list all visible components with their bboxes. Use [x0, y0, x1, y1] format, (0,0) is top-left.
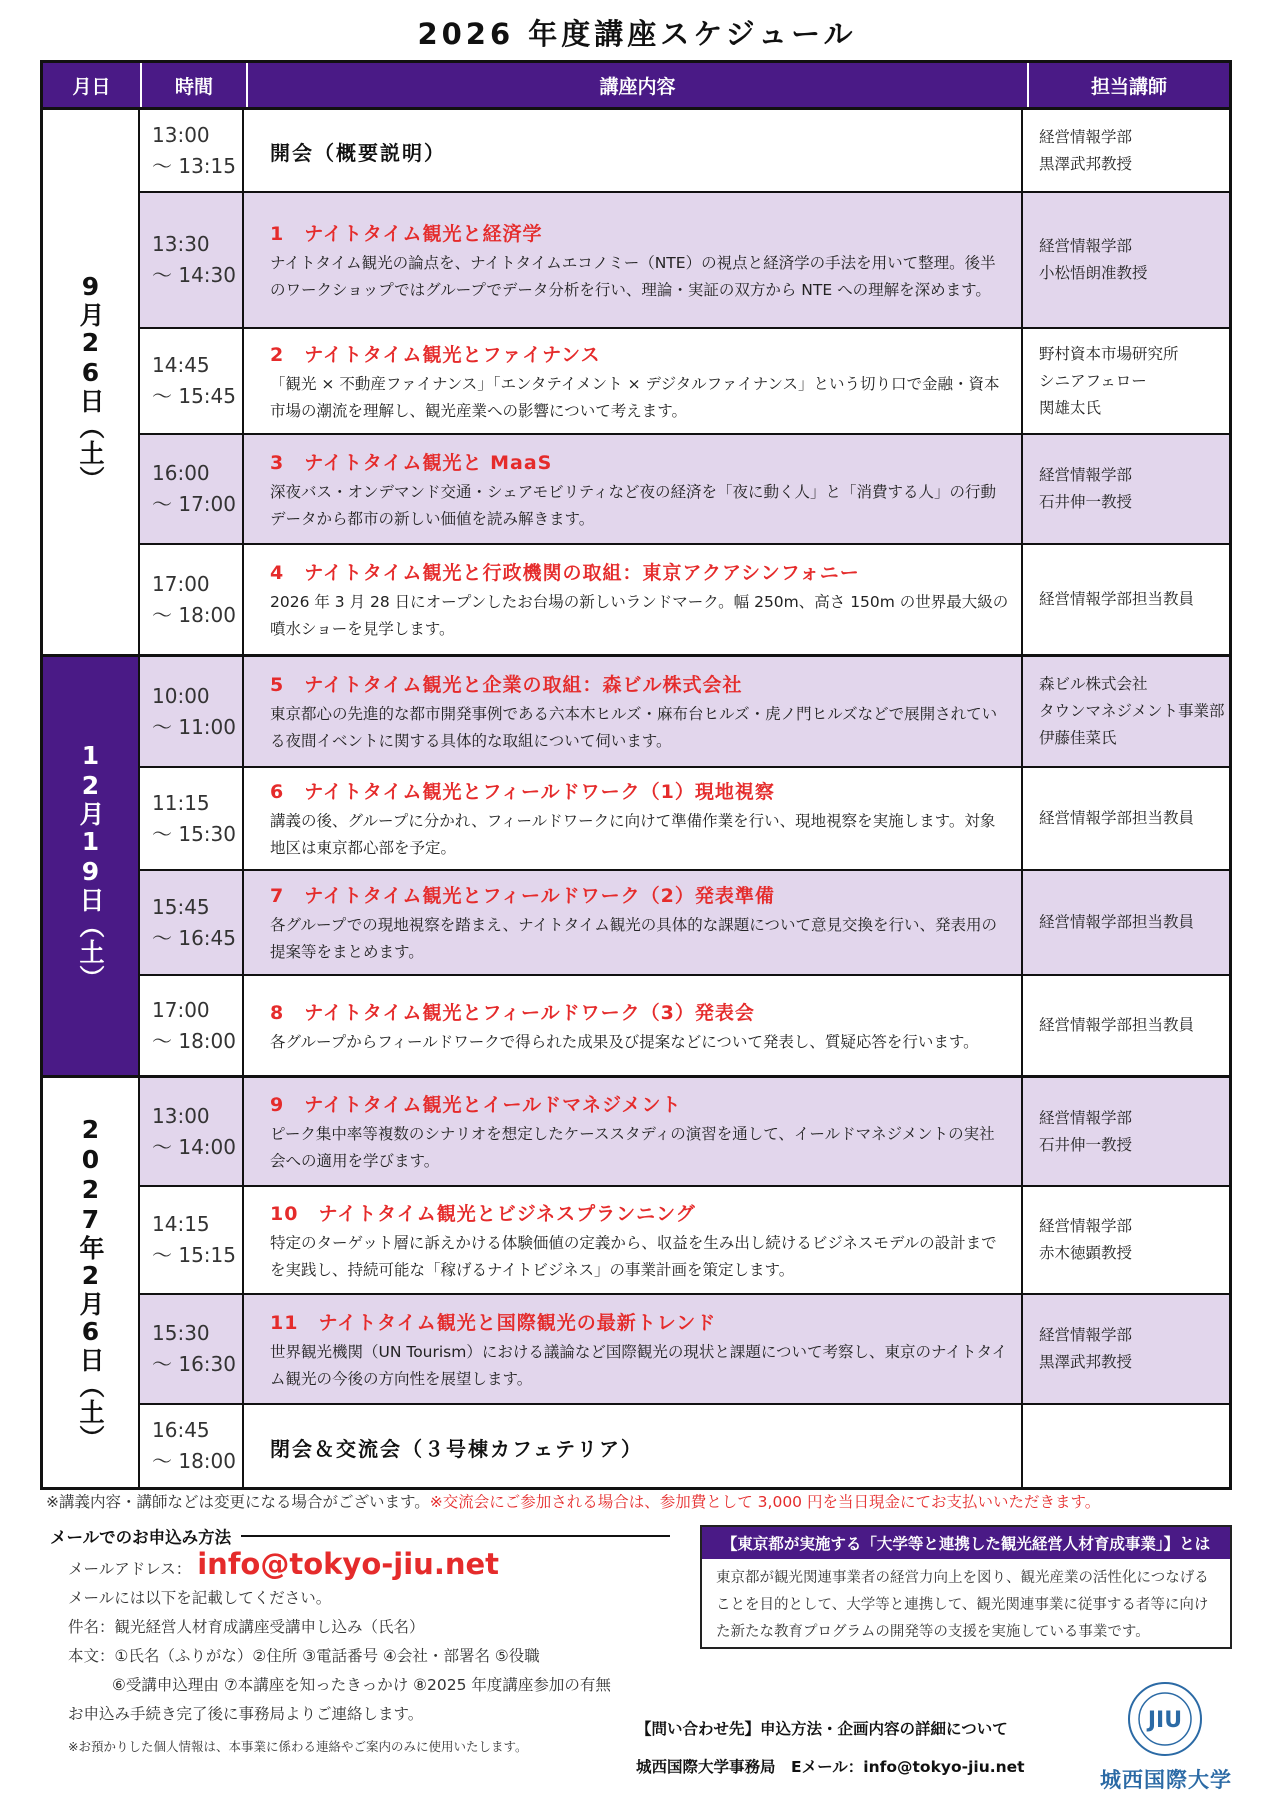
- session-desc: ピーク集中率等複数のシナリオを想定したケーススタディの演習を通して、イールドマネジメントの実社会への適用を学びます。: [270, 1125, 995, 1170]
- session-desc: 深夜バス・オンデマンド交通・シェアモビリティなど夜の経済を「夜に動く人」と「消費する人」の行動データから都市の新しい価値を読み解きます。: [270, 482, 997, 528]
- session-title: 6 ナイトタイム観光とフィールドワーク（1）現地視察: [270, 781, 775, 803]
- table-row: [140, 1295, 1229, 1405]
- session-title: 閉会＆交流会（３号棟カフェテリア）: [270, 1436, 643, 1461]
- university-seal-icon: [1126, 1680, 1204, 1758]
- teacher-cell: 経営情報学部 赤木徳顕教授: [1039, 1217, 1133, 1262]
- program-info-body: 東京都が観光関連事業者の経営力向上を図り、観光産業の活性化につなげることを目的として、大学等と連携して、観光関連事業に従事する者等に向けた新たな教育プログラムの開発等の支援を実施している事業です。: [716, 1570, 1209, 1640]
- date-group-2: [43, 657, 1229, 1078]
- note-fee: ※交流会にご参加される場合は、参加費として 3,000 円を当日現金にてお支払いいただきます。: [429, 1493, 1101, 1511]
- time-cell: 13:30 〜 14:30: [140, 193, 244, 327]
- schedule-table: [40, 60, 1232, 1490]
- table-row: [140, 1405, 1229, 1487]
- header-content: 講座内容: [248, 63, 1029, 107]
- table-row: [140, 657, 1229, 768]
- program-info-box: [700, 1525, 1232, 1649]
- time-cell: 17:00 〜 18:00: [140, 976, 244, 1075]
- header-time: 時間: [142, 63, 248, 107]
- table-row: [140, 193, 1229, 329]
- session-title: 8 ナイトタイム観光とフィールドワーク（3）発表会: [270, 1001, 755, 1024]
- content-cell: [244, 1295, 1023, 1403]
- session-title: 9 ナイトタイム観光とイールドマネジメント: [270, 1094, 682, 1116]
- content-cell: [244, 193, 1023, 327]
- date-label: 2027年2月6日（土）: [76, 1114, 105, 1451]
- teacher-cell: 経営情報学部 石井伸一教授: [1039, 466, 1133, 511]
- apply-line: ⑥受講申込理由 ⑦本講座を知ったきっかけ ⑧2025 年度講座参加の有無: [112, 1676, 611, 1694]
- time-cell: 11:15 〜 15:30: [140, 768, 244, 869]
- contact-line: 城西国際大学事務局 Eメール：info@tokyo-jiu.net: [636, 1758, 1025, 1776]
- contact-line: 【問い合わせ先】申込方法・企画内容の詳細について: [636, 1720, 1008, 1738]
- date-group-1: [43, 110, 1229, 657]
- header-teacher: 担当講師: [1090, 75, 1167, 98]
- session-title: 11 ナイトタイム観光と国際観光の最新トレンド: [270, 1311, 717, 1334]
- session-desc: ナイトタイム観光の論点を、ナイトタイムエコノミー（NTE）の視点と経済学の手法を用いて整理。後半のワークショップではグループでデータ分析を行い、理論・実証の双方から NTE への理解を深めます。: [270, 253, 996, 299]
- logo-mark: JIU: [1147, 1708, 1183, 1733]
- time-cell: 13:00 〜 14:00: [140, 1078, 244, 1185]
- table-row: [140, 1187, 1229, 1295]
- table-row: [140, 329, 1229, 435]
- teacher-cell: 経営情報学部担当教員: [1039, 1016, 1195, 1034]
- apply-line: 件名：観光経営人材育成講座受講申し込み（氏名）: [68, 1618, 425, 1636]
- table-row: [140, 545, 1229, 654]
- table-row: [140, 976, 1229, 1075]
- page-title: 2026 年度講座スケジュール: [417, 17, 857, 51]
- content-cell: [244, 545, 1023, 654]
- time-cell: 15:45 〜 16:45: [140, 871, 244, 974]
- session-title: 3 ナイトタイム観光と MaaS: [270, 451, 553, 474]
- content-cell: [244, 1187, 1023, 1293]
- schedule-note: [46, 1490, 1100, 1512]
- teacher-cell: 経営情報学部 黒澤武邦教授: [1039, 127, 1133, 173]
- university-name: 城西国際大学: [1100, 1768, 1232, 1792]
- session-desc: 各グループでの現地視察を踏まえ、ナイトタイム観光の具体的な課題について意見交換を行い、発表用の提案等をまとめます。: [270, 916, 997, 961]
- session-title: 1 ナイトタイム観光と経済学: [270, 222, 543, 245]
- email-row: [68, 1547, 670, 1584]
- university-logo: [1100, 1680, 1230, 1794]
- time-cell: 10:00 〜 11:00: [140, 657, 244, 766]
- session-title: 10 ナイトタイム観光とビジネスプランニング: [270, 1202, 696, 1225]
- session-title: 5 ナイトタイム観光と企業の取組：森ビル株式会社: [270, 674, 743, 696]
- session-title: 2 ナイトタイム観光とファイナンス: [270, 343, 601, 366]
- date-cell: [43, 657, 140, 1075]
- privacy-note: ※お預かりした個人情報は、本事業に係わる連絡やご案内のみに使用いたします。: [68, 1739, 528, 1754]
- teacher-cell: 経営情報学部担当教員: [1039, 809, 1195, 827]
- time-cell: 15:30 〜 16:30: [140, 1295, 244, 1403]
- header-date: 月日: [43, 63, 142, 107]
- session-desc: 講義の後、グループに分かれ、フィールドワークに向けて準備作業を行い、現地視察を実施します。対象地区は東京都心部を予定。: [270, 812, 996, 857]
- content-cell: [244, 976, 1023, 1075]
- note-text: ※講義内容・講師などは変更になる場合がございます。: [46, 1493, 430, 1511]
- table-row: [140, 871, 1229, 976]
- table-row: [140, 768, 1229, 871]
- content-cell: [244, 435, 1023, 543]
- content-cell: [244, 1405, 1023, 1487]
- apply-line: メールには以下を記載してください。: [68, 1589, 332, 1607]
- time-cell: 16:00 〜 17:00: [140, 435, 244, 543]
- apply-line: 本文：①氏名（ふりがな）②住所 ③電話番号 ④会社・部署名 ⑤役職: [68, 1647, 540, 1665]
- date-cell: [43, 1078, 140, 1487]
- time-cell: 14:45 〜 15:45: [140, 329, 244, 433]
- program-info-title: 【東京都が実施する「大学等と連携した観光経営人材育成事業」】とは: [702, 1527, 1230, 1559]
- contact-section: [636, 1710, 1025, 1786]
- teacher-cell: 経営情報学部担当教員: [1039, 590, 1195, 608]
- table-row: [140, 435, 1229, 545]
- table-header: [43, 63, 1229, 110]
- session-desc: 世界観光機関（UN Tourism）における議論など国際観光の現状と課題について考察し、東京のナイトタイム観光の今後の方向性を展望します。: [270, 1342, 1008, 1388]
- teacher-cell: 野村資本市場研究所 シニアフェロー 関雄太氏: [1039, 344, 1179, 417]
- content-cell: [244, 768, 1023, 869]
- content-cell: [244, 329, 1023, 433]
- session-desc: 「観光 × 不動産ファイナンス」「エンタテイメント × デジタルファイナンス」という切り口で金融・資本市場の潮流を理解し、観光産業への影響について考えます。: [270, 374, 1000, 420]
- table-row: [140, 110, 1229, 193]
- table-row: [140, 1078, 1229, 1187]
- email-label: メールアドレス：: [68, 1560, 192, 1578]
- session-title: 7 ナイトタイム観光とフィールドワーク（2）発表準備: [270, 885, 775, 907]
- teacher-cell: 経営情報学部担当教員: [1039, 913, 1195, 931]
- time-cell: 13:00 〜 13:15: [140, 110, 244, 191]
- session-desc: 各グループからフィールドワークで得られた成果及び提案などについて発表し、質疑応答を行います。: [270, 1032, 979, 1051]
- email-link[interactable]: info@tokyo-jiu.net: [197, 1547, 500, 1581]
- date-label: 9月26日（土）: [76, 272, 105, 492]
- teacher-cell: [1023, 1405, 1229, 1487]
- content-cell: [244, 1078, 1023, 1185]
- apply-line: お申込み手続き完了後に事務局よりご連絡します。: [68, 1705, 424, 1723]
- session-desc: 東京都心の先進的な都市開発事例である六本木ヒルズ・麻布台ヒルズ・虎ノ門ヒルズなどで展開されている夜間イベントに関する具体的な取組について伺います。: [270, 705, 998, 750]
- apply-heading: メールでのお申込み方法: [50, 1524, 670, 1548]
- content-cell: [244, 110, 1023, 191]
- teacher-cell: 経営情報学部 石井伸一教授: [1039, 1108, 1133, 1154]
- teacher-cell: 経営情報学部 黒澤武邦教授: [1039, 1326, 1133, 1371]
- application-section: [50, 1524, 670, 1755]
- time-cell: 14:15 〜 15:15: [140, 1187, 244, 1293]
- session-desc: 2026 年 3 月 28 日にオープンしたお台場の新しいランドマーク。幅 250m、高さ 150m の世界最大級の噴水ショーを見学します。: [270, 593, 1009, 638]
- content-cell: [244, 871, 1023, 974]
- date-group-3: [43, 1078, 1229, 1487]
- date-label: 12月19日（土）: [76, 741, 105, 991]
- teacher-cell: 経営情報学部 小松悟朗准教授: [1039, 237, 1148, 282]
- teacher-cell: 森ビル株式会社 タウンマネジメント事業部 伊藤佳菜氏: [1039, 675, 1225, 747]
- content-cell: [244, 657, 1023, 766]
- time-cell: 17:00 〜 18:00: [140, 545, 244, 654]
- date-cell: [43, 110, 140, 654]
- time-cell: 16:45 〜 18:00: [140, 1405, 244, 1487]
- session-title: 4 ナイトタイム観光と行政機関の取組：東京アクアシンフォニー: [270, 562, 860, 584]
- session-desc: 特定のターゲット層に訴えかける体験価値の定義から、収益を生み出し続けるビジネスモデルの設計までを実践し、持続可能な「稼げるナイトビジネス」の事業計画を策定します。: [270, 1233, 997, 1279]
- session-title: 開会（概要説明）: [270, 141, 446, 165]
